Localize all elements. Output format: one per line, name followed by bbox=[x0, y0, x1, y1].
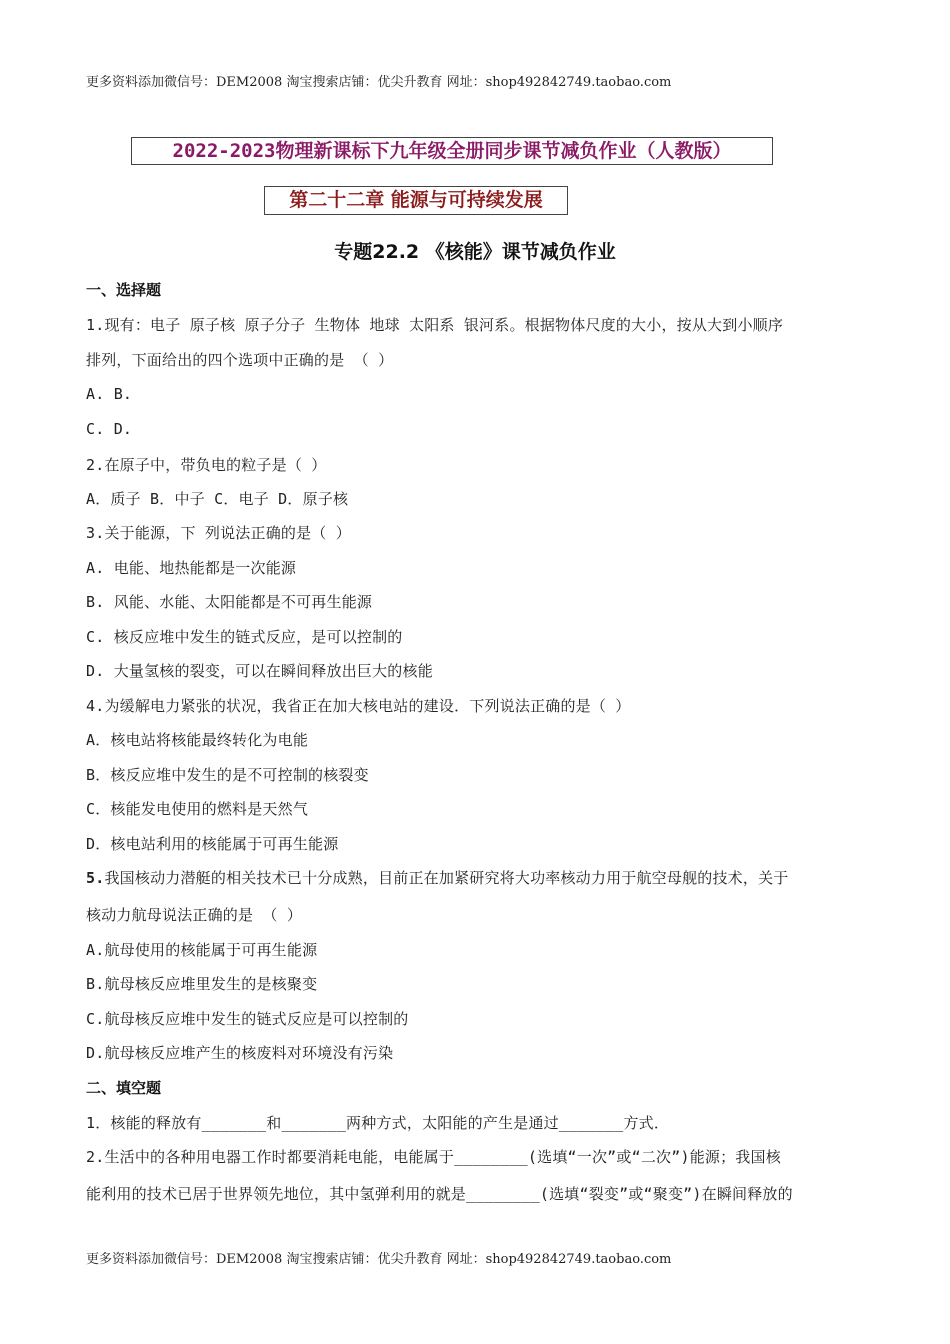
q2-stem: 2.在原子中，带负电的粒子是（ ） bbox=[86, 456, 327, 474]
section-heading-fill: 二、填空题 bbox=[86, 1079, 162, 1097]
q3-option-d: D. 大量氢核的裂变，可以在瞬间释放出巨大的核能 bbox=[86, 662, 433, 680]
q2-options: A．质子 B．中子 C．电子 D．原子核 bbox=[86, 490, 349, 508]
q1-stem-line2: 排列，下面给出的四个选项中正确的是 （ ） bbox=[86, 351, 394, 369]
f1-question: 1．核能的释放有_______和_______两种方式，太阳能的产生是通过_______方式． bbox=[86, 1114, 670, 1132]
q3-option-a: A. 电能、地热能都是一次能源 bbox=[86, 559, 297, 577]
q4-option-a: A．核电站将核能最终转化为电能 bbox=[86, 731, 309, 749]
q5-option-c: C.航母核反应堆中发生的链式反应是可以控制的 bbox=[86, 1010, 409, 1028]
q3-stem: 3.关于能源，下 列说法正确的是（ ） bbox=[86, 524, 351, 542]
q5-stem-line1 bbox=[86, 867, 788, 888]
q5-stem-line2: 核动力航母说法正确的是 （ ） bbox=[86, 906, 303, 924]
q5-option-b: B.航母核反应堆里发生的是核聚变 bbox=[86, 975, 318, 993]
q5-option-a: A.航母使用的核能属于可再生能源 bbox=[86, 941, 318, 959]
q4-option-d: D．核电站利用的核能属于可再生能源 bbox=[86, 835, 339, 853]
q5-number: 5. bbox=[86, 869, 105, 887]
q4-option-c: C．核能发电使用的燃料是天然气 bbox=[86, 800, 309, 818]
q1-stem-line1: 1.现有：电子 原子核 原子分子 生物体 地球 太阳系 银河系。根据物体尺度的大小，按从大到小顺序 bbox=[86, 316, 784, 334]
q3-option-b: B. 风能、水能、太阳能都是不可再生能源 bbox=[86, 593, 373, 611]
q4-stem: 4.为缓解电力紧张的状况，我省正在加大核电站的建设．下列说法正确的是（ ） bbox=[86, 697, 631, 715]
f2-line1: 2.生活中的各种用电器工作时都要消耗电能，电能属于________(选填“一次”或“二次”)能源；我国核 bbox=[86, 1148, 781, 1166]
q1-options-cd: C. D. bbox=[86, 420, 133, 438]
document-title: 2022-2023物理新课标下九年级全册同步课节减负作业（人教版） bbox=[131, 137, 773, 165]
footer-note: 更多资料添加微信号：DEM2008 淘宝搜索店铺：优尖升教育 网址：shop492842749.taobao.com bbox=[86, 1252, 672, 1267]
f2-line2: 能利用的技术已居于世界领先地位，其中氢弹利用的就是________(选填“裂变”或“聚变”)在瞬间释放的 bbox=[86, 1185, 793, 1203]
q5-stem-text: 我国核动力潜艇的相关技术已十分成熟，目前正在加紧研究将大功率核动力用于航空母舰的技术，关于 bbox=[104, 869, 789, 887]
chapter-title: 第二十二章 能源与可持续发展 bbox=[264, 186, 568, 215]
header-note: 更多资料添加微信号：DEM2008 淘宝搜索店铺：优尖升教育 网址：shop492842749.taobao.com bbox=[86, 75, 672, 90]
q4-option-b: B．核反应堆中发生的是不可控制的核裂变 bbox=[86, 766, 369, 784]
topic-title: 专题22.2 《核能》课节减负作业 bbox=[334, 241, 616, 263]
q3-option-c: C. 核反应堆中发生的链式反应，是可以控制的 bbox=[86, 628, 403, 646]
q5-option-d: D.航母核反应堆产生的核废料对环境没有污染 bbox=[86, 1044, 394, 1062]
section-heading-choice: 一、选择题 bbox=[86, 281, 162, 299]
q1-options-ab: A. B. bbox=[86, 385, 133, 403]
